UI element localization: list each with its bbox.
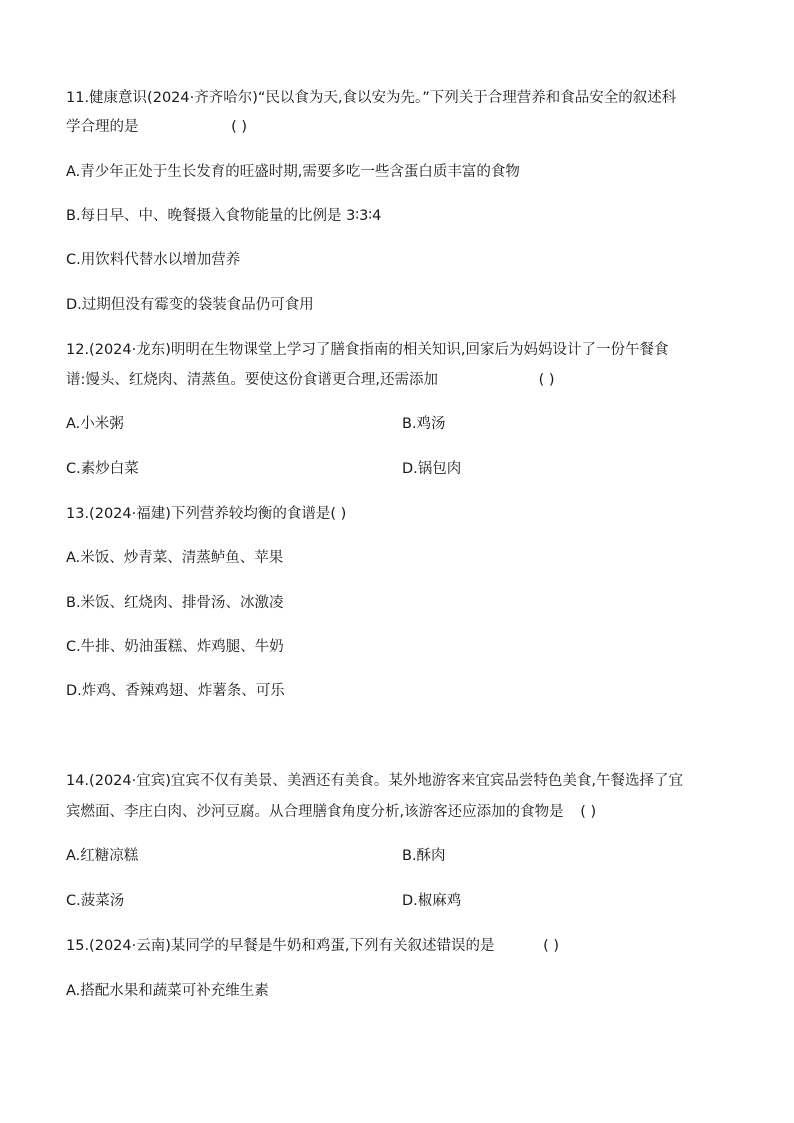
question-11-stem-text: 学合理的是 (66, 119, 139, 135)
question-14-stem-line2 (66, 802, 596, 822)
question-11-option-c: C.用饮料代替水以增加营养 (66, 252, 241, 268)
question-12-option-a: A.小米粥 (66, 416, 124, 432)
question-15-option-a: A.搭配水果和蔬菜可补充维生素 (66, 983, 269, 999)
question-12-option-d: D.锅包肉 (402, 461, 462, 477)
question-14-option-a: A.红糖凉糕 (66, 848, 139, 864)
question-12-stem-line1: 12.(2024·龙东)明明在生物课堂上学习了膳食指南的相关知识,回家后为妈妈设计了一份午餐食 (66, 342, 669, 358)
question-14-stem-text: 宾燃面、李庄白肉、沙河豆腐。从合理膳食角度分析,该游客还应添加的食物是 (66, 804, 564, 820)
question-14-option-b: B.酥肉 (402, 848, 446, 864)
question-12-stem-line2 (66, 370, 555, 390)
question-11-stem-line2 (66, 117, 247, 137)
question-13-option-b: B.米饭、红烧肉、排骨汤、冰激凌 (66, 595, 284, 611)
question-15-stem-text: 15.(2024·云南)某同学的早餐是牛奶和鸡蛋,下列有关叙述错误的是 (66, 938, 495, 954)
answer-parentheses: ( ) (538, 372, 555, 388)
answer-parentheses: ( ) (543, 938, 560, 954)
answer-parentheses: ( ) (580, 804, 597, 820)
question-13-stem: 13.(2024·福建)下列营养较均衡的食谱是( ) (66, 506, 347, 522)
question-13-option-d: D.炸鸡、香辣鸡翅、炸薯条、可乐 (66, 683, 285, 699)
question-15-stem (66, 936, 559, 956)
question-13-option-c: C.牛排、奶油蛋糕、炸鸡腿、牛奶 (66, 639, 284, 655)
question-13-option-a: A.米饭、炒青菜、清蒸鲈鱼、苹果 (66, 550, 284, 566)
question-11-option-b: B.每日早、中、晚餐摄入食物能量的比例是 3∶3∶4 (66, 208, 382, 224)
question-14-option-d: D.椒麻鸡 (402, 893, 462, 909)
question-11-option-d: D.过期但没有霉变的袋装食品仍可食用 (66, 297, 314, 313)
question-12-stem-text: 谱:馒头、红烧肉、清蒸鱼。要使这份食谱更合理,还需添加 (66, 372, 438, 388)
answer-parentheses: ( ) (231, 119, 248, 135)
question-12-option-c: C.素炒白菜 (66, 461, 139, 477)
question-14-option-c: C.菠菜汤 (66, 893, 125, 909)
question-12-option-b: B.鸡汤 (402, 416, 446, 432)
question-14-stem-line1: 14.(2024·宜宾)宜宾不仅有美景、美酒还有美食。某外地游客来宜宾品尝特色美食,午餐选择了宜 (66, 773, 683, 789)
question-11-option-a: A.青少年正处于生长发育的旺盛时期,需要多吃一些含蛋白质丰富的食物 (66, 164, 520, 180)
question-11-stem-line1: 11.健康意识(2024·齐齐哈尔)“民以食为天,食以安为先。”下列关于合理营养和食品安全的叙述科 (66, 90, 677, 106)
